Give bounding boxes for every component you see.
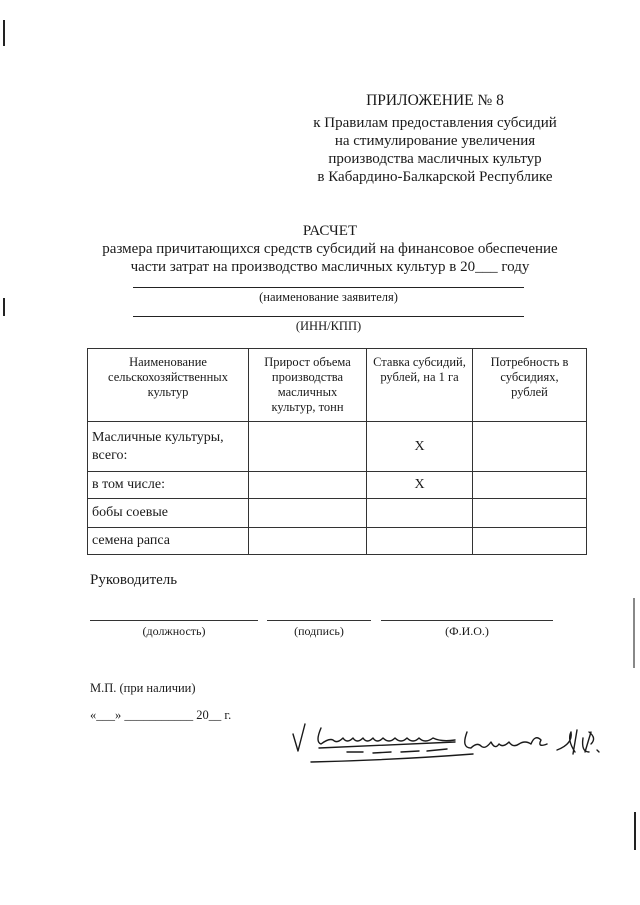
scan-edge-mark <box>634 812 636 850</box>
calculation-table <box>87 348 587 555</box>
applicant-caption: (наименование заявителя) <box>259 290 398 304</box>
table-row <box>88 422 587 472</box>
title-line: части затрат на производство масличных культур в 20___ году <box>130 259 530 275</box>
handwritten-signature <box>285 718 615 778</box>
appendix-line: на стимулирование увеличения <box>334 133 536 149</box>
appendix-header: ПРИЛОЖЕНИЕ № 8 <box>366 92 504 109</box>
table-row <box>88 499 587 528</box>
column-header: Ставка субсидий, рублей, на 1 га <box>367 349 473 422</box>
document-title <box>60 222 600 276</box>
appendix-line: в Кабардино-Балкарской Республике <box>317 169 553 185</box>
table-cell: Х <box>367 472 473 499</box>
name-caption: (Ф.И.О.) <box>445 624 489 638</box>
scan-edge-mark <box>3 20 5 46</box>
column-header: Потребность в субсидиях, рублей <box>473 349 587 422</box>
appendix-line: к Правилам предоставления субсидий <box>313 115 557 131</box>
position-caption: (должность) <box>142 624 206 638</box>
title-heading: РАСЧЕТ <box>302 223 358 239</box>
row-label: бобы соевые <box>88 499 249 528</box>
scan-edge-mark <box>633 598 635 668</box>
table-cell <box>249 472 367 499</box>
table-cell <box>367 499 473 528</box>
table-cell <box>249 499 367 528</box>
table-cell <box>473 499 587 528</box>
inn-caption: (ИНН/КПП) <box>295 319 362 333</box>
table-cell <box>473 528 587 555</box>
table-header-row <box>88 349 587 422</box>
appendix-line: производства масличных культур <box>328 151 542 167</box>
signature-caption: (подпись) <box>294 624 344 638</box>
applicant-field-line <box>133 287 524 288</box>
name-line <box>381 620 553 621</box>
row-label: семена рапса <box>88 528 249 555</box>
inn-field-line <box>133 316 524 317</box>
scan-edge-mark <box>3 298 5 316</box>
table-cell <box>473 472 587 499</box>
stamp-note: М.П. (при наличии) <box>90 681 196 695</box>
table-row <box>88 472 587 499</box>
column-header: Прирост объема производства масличных культур, тонн <box>249 349 367 422</box>
signature-line <box>267 620 371 621</box>
row-label: Масличные культуры, всего: <box>88 422 249 472</box>
table-cell <box>473 422 587 472</box>
table-row <box>88 528 587 555</box>
table-cell: Х <box>367 422 473 472</box>
signatory-title: Руководитель <box>90 572 178 588</box>
table-cell <box>367 528 473 555</box>
row-label: в том числе: <box>88 472 249 499</box>
table-cell <box>249 528 367 555</box>
date-line: «___» ___________ 20__ г. <box>90 708 232 722</box>
appendix-block <box>300 92 570 186</box>
table-cell <box>249 422 367 472</box>
column-header: Наименование сельскохозяйственных культур <box>88 349 249 422</box>
position-line <box>90 620 258 621</box>
title-line: размера причитающихся средств субсидий на финансовое обеспечение <box>102 241 558 257</box>
